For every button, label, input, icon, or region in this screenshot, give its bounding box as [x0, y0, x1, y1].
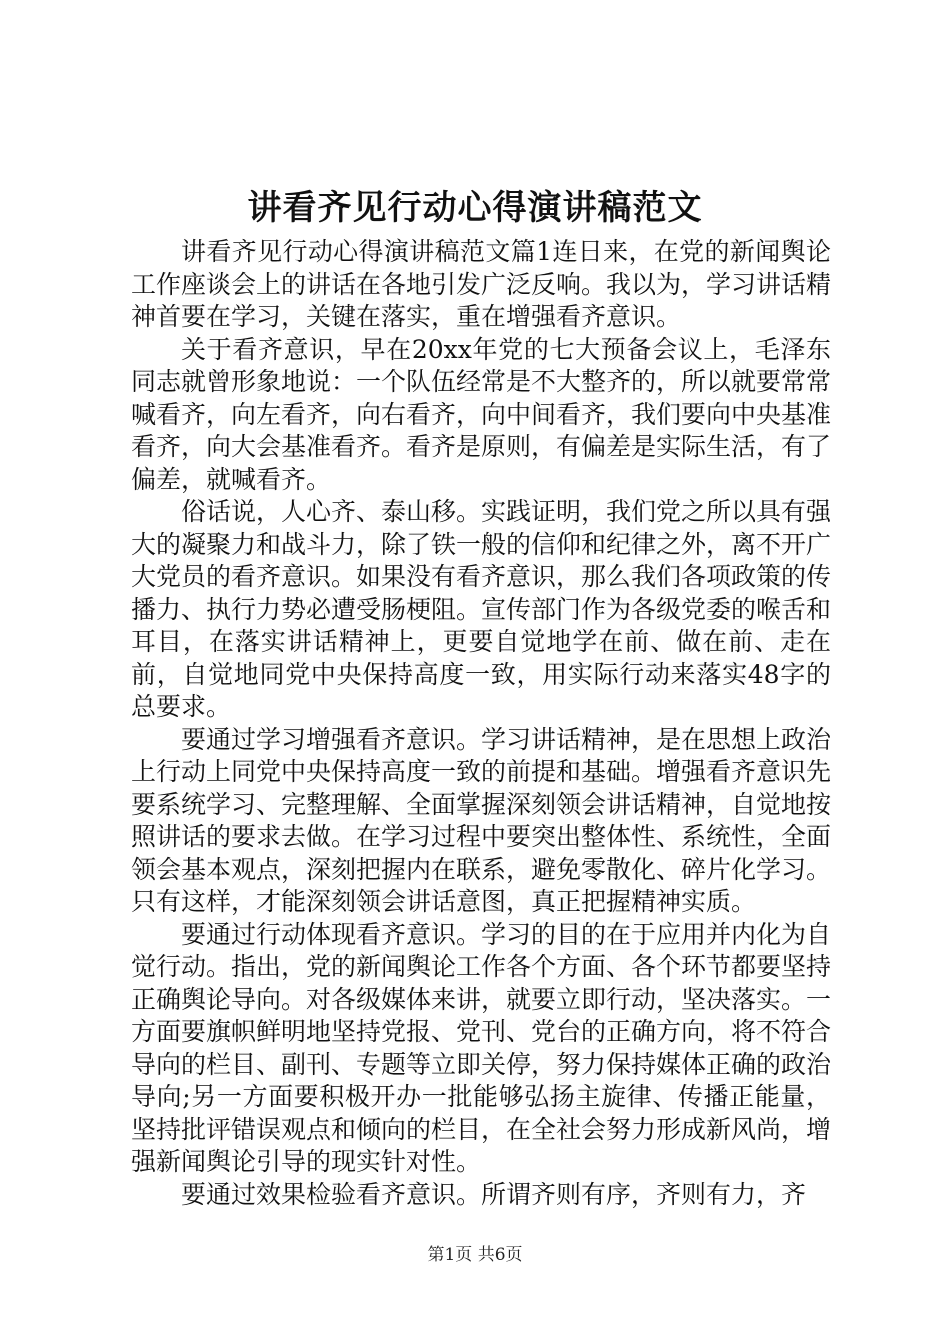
document-body: [131, 236, 831, 1211]
paragraph: 讲看齐见行动心得演讲稿范文篇1连日来，在党的新闻舆论工作座谈会上的讲话在各地引发广泛反响。我以为，学习讲话精神首要在学习，关键在落实，重在增强看齐意识。: [131, 237, 832, 331]
paragraph: 俗话说，人心齐、泰山移。实践证明，我们党之所以具有强大的凝聚力和战斗力，除了铁一般的信仰和纪律之外，离不开广大党员的看齐意识。如果没有看齐意识，那么我们各项政策的传播力、执行力势必遭受肠梗阻。宣传部门作为各级党委的喉舌和耳目，在落实讲话精神上，更要自觉地学在前、做在前、走在前，自觉地同党中央保持高度一致，用实际行动来落实48字的总要求。: [131, 497, 832, 721]
paragraph: 关于看齐意识，早在20xx年党的七大预备会议上，毛泽东同志就曾形象地说：一个队伍经常是不大整齐的，所以就要常常喊看齐，向左看齐，向右看齐，向中间看齐，我们要向中央基准看齐，向大会基准看齐。看齐是原则，有偏差是实际生活，有了偏差，就喊看齐。: [131, 334, 832, 494]
page-number-footer: 第1页 共6页: [427, 1245, 523, 1265]
document-title: 讲看齐见行动心得演讲稿范文: [247, 188, 703, 228]
paragraph: 要通过行动体现看齐意识。学习的目的在于应用并内化为自觉行动。指出，党的新闻舆论工作各个方面、各个环节都要坚持正确舆论导向。对各级媒体来讲，就要立即行动，坚决落实。一方面要旗帜鲜明地坚持党报、党刊、党台的正确方向，将不符合导向的栏目、副刊、专题等立即关停，努力保持媒体正确的政治导向;另一方面要积极开办一批能够弘扬主旋律、传播正能量，坚持批评错误观点和倾向的栏目，在全社会努力形成新风尚，增强新闻舆论引导的现实针对性。: [131, 919, 832, 1176]
paragraph: 要通过效果检验看齐意识。所谓齐则有序，齐则有力，齐: [181, 1179, 807, 1209]
paragraph: 要通过学习增强看齐意识。学习讲话精神，是在思想上政治上行动上同党中央保持高度一致的前提和基础。增强看齐意识先要系统学习、完整理解、全面掌握深刻领会讲话精神，自觉地按照讲话的要求去做。在学习过程中要突出整体性、系统性，全面领会基本观点，深刻把握内在联系，避免零散化、碎片化学习。只有这样，才能深刻领会讲话意图，真正把握精神实质。: [131, 724, 832, 916]
